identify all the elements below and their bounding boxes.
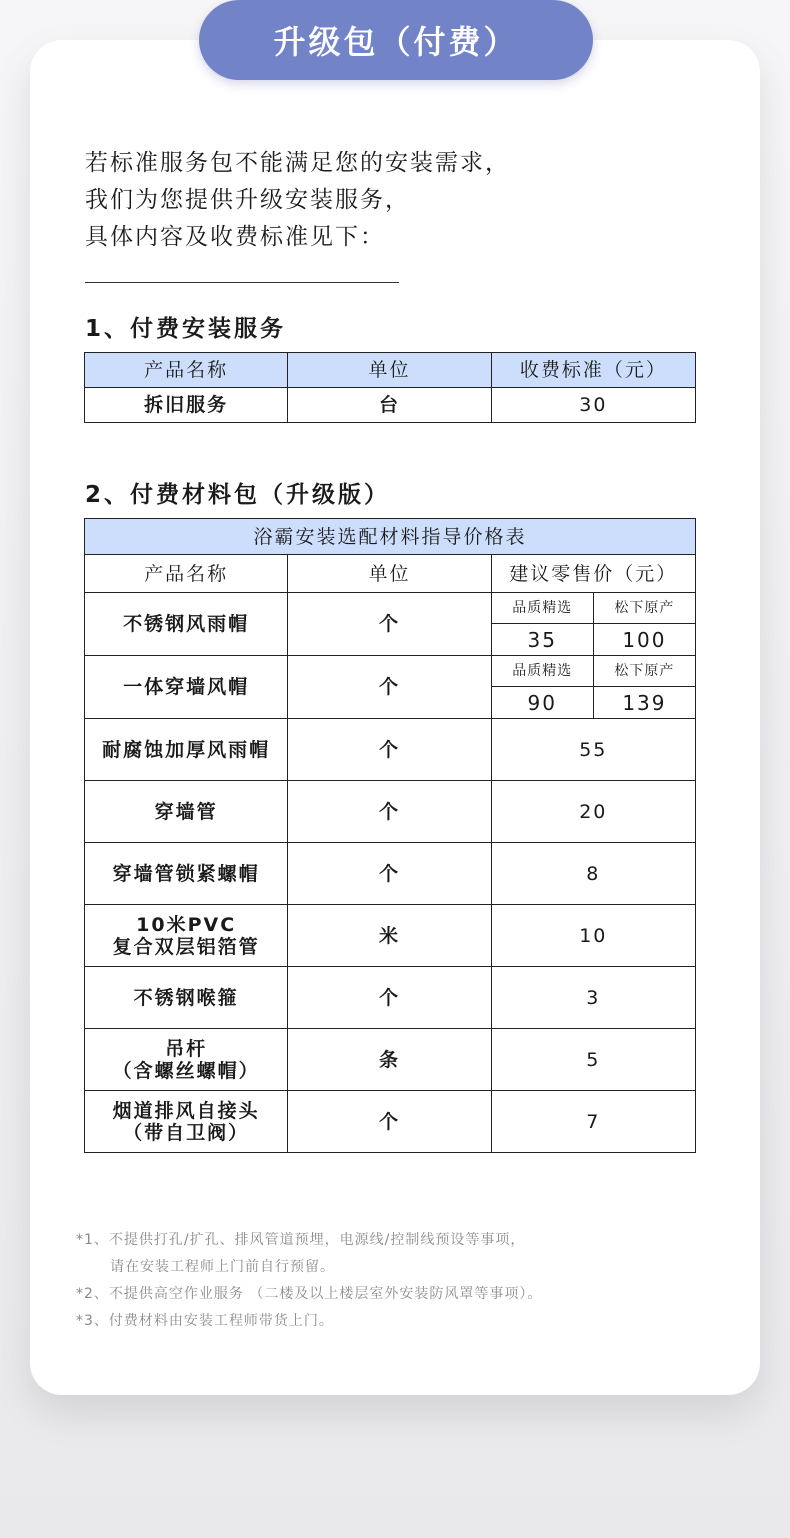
table-row (85, 843, 696, 905)
product-name (85, 967, 288, 1029)
column-header: 单位 (288, 353, 491, 388)
column-header: 产品名称 (85, 555, 288, 593)
product-name (85, 719, 288, 781)
unit: 个 (288, 719, 491, 781)
product-name-line: 穿墙管锁紧螺帽 (112, 862, 260, 885)
sub-header: 品质精选 (492, 656, 594, 687)
price: 90 (492, 687, 594, 719)
table-row (85, 1091, 696, 1153)
unit: 个 (288, 1091, 491, 1153)
column-header: 建议零售价（元） (491, 555, 695, 593)
intro-line: 具体内容及收费标准见下： (85, 224, 385, 250)
table-title: 浴霸安装选配材料指导价格表 (85, 519, 696, 555)
column-header: 收费标准（元） (491, 353, 695, 388)
page-title: 升级包（付费） (199, 0, 593, 80)
section-title-install: 1、付费安装服务 (85, 316, 287, 342)
product-name: 不锈钢风雨帽 (85, 593, 288, 656)
product-name-line: 耐腐蚀加厚风雨帽 (102, 738, 271, 761)
column-header: 单位 (288, 555, 491, 593)
column-header: 产品名称 (85, 353, 288, 388)
materials-table (84, 518, 696, 1153)
unit: 个 (288, 843, 491, 905)
price: 10 (491, 905, 695, 967)
intro-line: 我们为您提供升级安装服务， (85, 187, 410, 213)
product-name-line: 穿墙管 (154, 800, 218, 823)
product-name-line: 复合双层铝箔管 (112, 935, 260, 958)
price: 100 (622, 627, 667, 652)
table-title-row (85, 519, 696, 555)
product-name-line: 10米PVC (136, 913, 237, 936)
table-row (85, 388, 696, 423)
unit: 米 (288, 905, 491, 967)
price: 8 (491, 843, 695, 905)
table-row (85, 656, 696, 719)
table-row (85, 781, 696, 843)
product-name-line: （含螺丝螺帽） (112, 1059, 260, 1082)
table-header-row (85, 555, 696, 593)
table-row (85, 593, 696, 656)
divider (85, 282, 399, 283)
price: 139 (622, 690, 667, 715)
price-subtable (492, 593, 695, 655)
unit: 个 (288, 593, 491, 656)
price: 30 (491, 388, 695, 423)
unit: 个 (288, 781, 491, 843)
price: 5 (491, 1029, 695, 1091)
product-name-line: 吊杆 (165, 1037, 208, 1060)
product-name-line: 不锈钢喉箍 (133, 986, 239, 1009)
footnotes (76, 1227, 716, 1335)
product-name: 一体穿墙风帽 (85, 656, 288, 719)
intro-line: 若标准服务包不能满足您的安装需求， (85, 150, 510, 176)
unit: 台 (288, 388, 491, 423)
table-row (85, 1029, 696, 1091)
sub-header: 品质精选 (492, 593, 594, 624)
price: 55 (491, 719, 695, 781)
sub-header: 松下原产 (593, 656, 695, 687)
sub-header: 松下原产 (593, 593, 695, 624)
footnote: *3、付费材料由安装工程师带货上门。 (76, 1313, 334, 1329)
unit: 条 (288, 1029, 491, 1091)
section-title-materials: 2、付费材料包（升级版） (85, 482, 391, 508)
product-name-line: （带自卫阀） (123, 1121, 250, 1144)
table-row (85, 967, 696, 1029)
price: 35 (492, 624, 594, 656)
product-name: 拆旧服务 (85, 388, 288, 423)
price: 7 (491, 1091, 695, 1153)
intro-text (85, 145, 685, 256)
product-name (85, 1029, 288, 1091)
table-header-row (85, 353, 696, 388)
price: 3 (491, 967, 695, 1029)
footnote: *2、不提供高空作业服务 （二楼及以上楼层室外安装防风罩等事项）。 (76, 1286, 543, 1302)
price-subtable (492, 656, 695, 718)
footnote: *1、不提供打孔/扩孔、排风管道预埋，电源线/控制线预设等事项， (76, 1232, 526, 1248)
price-cell (491, 593, 695, 656)
unit: 个 (288, 656, 491, 719)
price-cell (491, 656, 695, 719)
table-row (85, 905, 696, 967)
product-name (85, 905, 288, 967)
table-row (85, 719, 696, 781)
product-name (85, 1091, 288, 1153)
install-service-table (84, 352, 696, 423)
product-name (85, 843, 288, 905)
product-name-line: 烟道排风自接头 (112, 1099, 260, 1122)
price: 20 (491, 781, 695, 843)
product-name (85, 781, 288, 843)
footnote: 请在安装工程师上门前自行预留。 (110, 1259, 335, 1275)
unit: 个 (288, 967, 491, 1029)
